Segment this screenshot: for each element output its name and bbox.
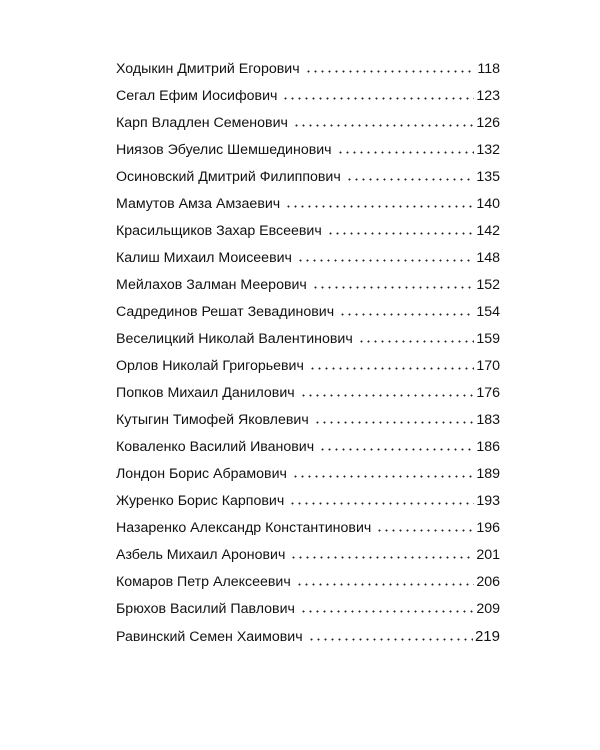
toc-entry (116, 515, 500, 542)
toc-entry (116, 542, 500, 569)
toc-entry-name: Азбель Михаил Аронович (116, 547, 286, 563)
toc-entry-page: 186 (476, 439, 500, 455)
toc-entry (116, 191, 500, 218)
toc-entry-page: 196 (476, 520, 500, 536)
toc-entry-page: 140 (476, 196, 500, 212)
toc-entry (116, 83, 500, 110)
toc-entry (116, 569, 500, 596)
toc-entry-name: Равинский Семен Хаимович (116, 629, 303, 645)
toc-entry (116, 407, 500, 434)
toc-entry (116, 245, 500, 272)
toc-entry-page: 148 (476, 250, 500, 266)
dot-leader (337, 142, 475, 154)
toc-entry (116, 56, 500, 83)
toc-entry-name: Кутыгин Тимофей Яковлевич (116, 412, 309, 428)
toc-entry-page: 142 (476, 223, 500, 239)
toc-entry-name: Назаренко Александр Константинович (116, 520, 372, 536)
toc-entry-name: Сегал Ефим Иосифович (116, 88, 278, 104)
dot-leader (339, 304, 474, 316)
dot-leader (297, 250, 474, 262)
table-of-contents (116, 56, 500, 650)
dot-leader (296, 574, 475, 586)
toc-entry-page: 154 (476, 304, 500, 320)
dot-leader (285, 196, 474, 208)
toc-entry-name: Журенко Борис Карпович (116, 493, 285, 509)
toc-entry-page: 170 (476, 358, 500, 374)
toc-entry-name: Веселицкий Николай Валентинович (116, 331, 353, 347)
toc-entry (116, 326, 500, 353)
toc-entry (116, 380, 500, 407)
toc-entry-page: 206 (476, 574, 500, 590)
toc-entry-name: Карп Владлен Семенович (116, 115, 288, 131)
toc-entry-name: Ниязов Эбуелис Шемшединович (116, 142, 332, 158)
toc-entry-name: Орлов Николай Григорьевич (116, 358, 304, 374)
toc-entry-page: 118 (477, 61, 500, 77)
dot-leader (346, 169, 475, 181)
toc-entry-name: Попков Михаил Данилович (116, 385, 295, 401)
toc-entry-name: Брюхов Василий Павлович (116, 601, 295, 617)
toc-entry-name: Калиш Михаил Моисеевич (116, 250, 292, 266)
toc-entry (116, 596, 500, 623)
toc-entry (116, 488, 500, 515)
dot-leader (308, 629, 473, 641)
dot-leader (314, 412, 475, 424)
dot-leader (282, 88, 474, 100)
dot-leader (319, 439, 474, 451)
dot-leader (376, 520, 474, 532)
toc-entry-name: Комаров Петр Алексеевич (116, 574, 291, 590)
toc-entry-name: Красильщиков Захар Евсеевич (116, 223, 322, 239)
toc-entry-page: 209 (476, 601, 500, 617)
toc-entry-page: 183 (476, 412, 500, 428)
toc-entry (116, 299, 500, 326)
dot-leader (289, 493, 474, 505)
toc-entry-page: 132 (476, 142, 500, 158)
dot-leader (293, 115, 474, 127)
toc-entry-page: 159 (476, 331, 500, 347)
toc-entry (116, 353, 500, 380)
toc-entry (116, 461, 500, 488)
toc-entry-page: 219 (474, 628, 500, 645)
toc-entry-name: Мейлахов Залман Меерович (116, 277, 307, 293)
toc-entry-page: 193 (476, 493, 500, 509)
toc-entry-page: 189 (476, 466, 500, 482)
dot-leader (305, 61, 476, 73)
dot-leader (290, 547, 474, 559)
toc-entry (116, 110, 500, 137)
toc-entry (116, 218, 500, 245)
toc-entry (116, 137, 500, 164)
toc-entry-page: 135 (476, 169, 500, 185)
dot-leader (358, 331, 475, 343)
toc-entry-name: Лондон Борис Абрамович (116, 466, 287, 482)
toc-entry (116, 272, 500, 299)
toc-entry-name: Осиновский Дмитрий Филиппович (116, 169, 341, 185)
dot-leader (300, 601, 474, 613)
toc-entry-name: Садрединов Решат Зевадинович (116, 304, 335, 320)
toc-entry-page: 152 (476, 277, 500, 293)
dot-leader (312, 277, 475, 289)
toc-entry-name: Мамутов Амза Амзаевич (116, 196, 281, 212)
dot-leader (292, 466, 474, 478)
toc-entry (116, 623, 500, 650)
dot-leader (327, 223, 475, 235)
toc-entry (116, 434, 500, 461)
toc-entry-name: Ходыкин Дмитрий Егорович (116, 61, 300, 77)
dot-leader (300, 385, 475, 397)
toc-entry-page: 126 (476, 115, 500, 131)
toc-entry (116, 164, 500, 191)
toc-entry-page: 176 (476, 385, 500, 401)
toc-entry-name: Коваленко Василий Иванович (116, 439, 315, 455)
toc-entry-page: 201 (476, 547, 500, 563)
toc-entry-page: 123 (476, 88, 500, 104)
dot-leader (309, 358, 474, 370)
